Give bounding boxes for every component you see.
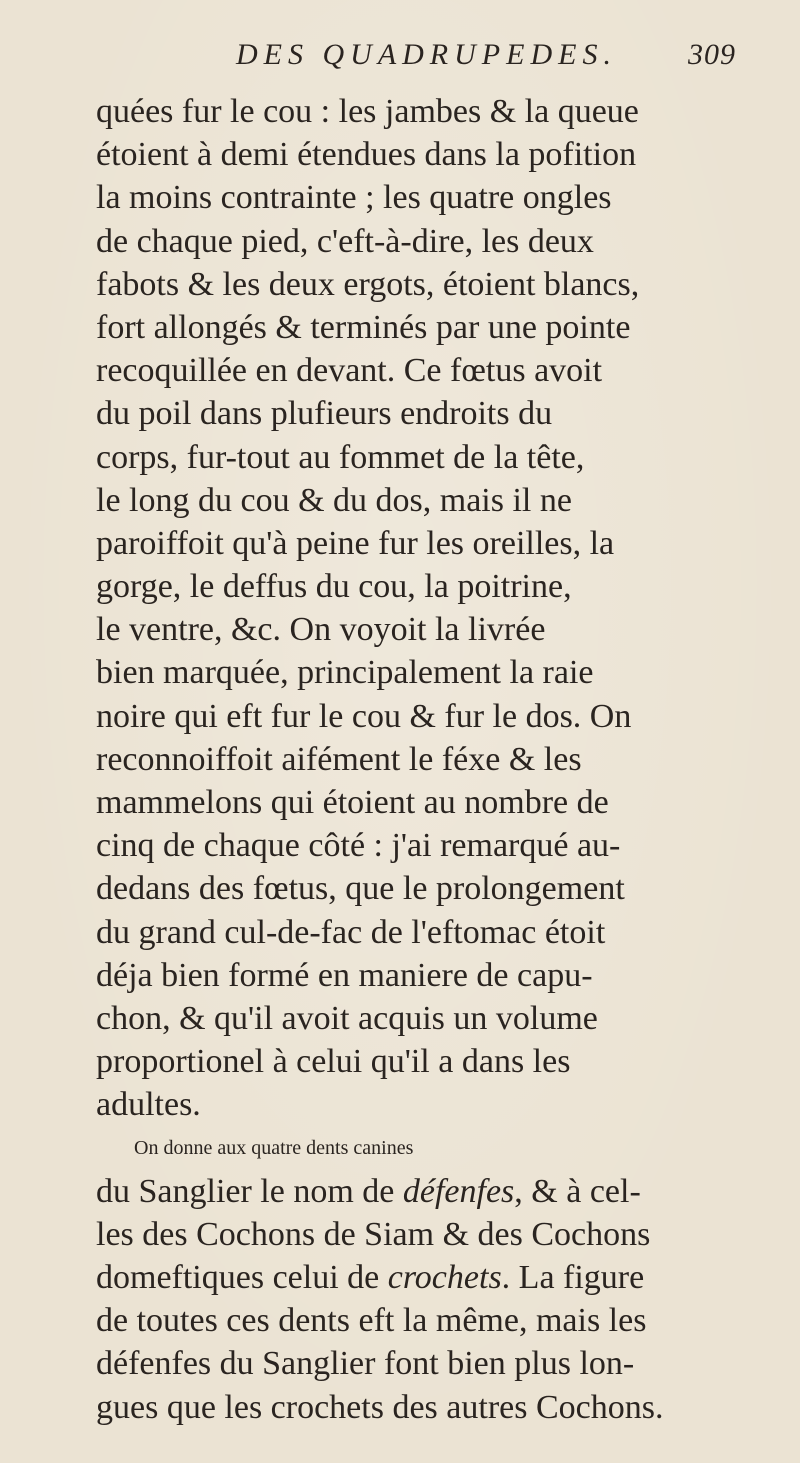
- text-line: bien marquée, principalement la raie: [96, 654, 594, 692]
- italic-term: crochets: [387, 1259, 502, 1297]
- text-line: chon, & qu'il avoit acquis un volume: [96, 999, 598, 1037]
- text-line: la moins contrainte ; les quatre ongles: [96, 179, 612, 217]
- text-line: [96, 1256, 746, 1299]
- text-line: le ventre, &c. On voyoit la livrée: [96, 611, 546, 649]
- text-run: . La figure: [501, 1259, 645, 1297]
- text-line: du poil dans plufieurs endroits du: [96, 395, 553, 433]
- text-line: recoquillée en devant. Ce fœtus avoit: [96, 352, 603, 390]
- text-line: cinq de chaque côté : j'ai remarqué au-: [96, 827, 621, 865]
- text-line: les des Cochons de Siam & des Cochons: [96, 1215, 651, 1253]
- text-line: du grand cul-de-fac de l'eftomac étoit: [96, 913, 606, 951]
- text-line: [96, 1170, 746, 1213]
- text-line: adultes.: [96, 1086, 201, 1124]
- body-text: [96, 90, 746, 1429]
- text-line: proportionel à celui qu'il a dans les: [96, 1043, 571, 1081]
- text-line: On donne aux quatre dents canines: [134, 1136, 414, 1159]
- text-line: reconnoiffoit aifément le féxe & les: [96, 740, 582, 778]
- text-run: , & à cel-: [514, 1172, 641, 1210]
- italic-term: défenfes: [402, 1172, 515, 1210]
- text-line: corps, fur-tout au fommet de la tête,: [96, 438, 585, 476]
- text-line: défenfes du Sanglier font bien plus lon-: [96, 1345, 635, 1383]
- text-line: étoient à demi étendues dans la pofition: [96, 136, 637, 174]
- text-run: du Sanglier le nom de: [96, 1172, 403, 1210]
- text-line: paroiffoit qu'à peine fur les oreilles, la: [96, 524, 615, 562]
- text-line: mammelons qui étoient au nombre de: [96, 784, 609, 821]
- text-line: dedans des fœtus, que le prolongement: [96, 870, 625, 908]
- page-number: 309: [688, 38, 736, 71]
- text-line: quées fur le cou : les jambes & la queue: [96, 93, 639, 130]
- text-line: gues que les crochets des autres Cochons.: [96, 1388, 664, 1426]
- running-title: DES QUADRUPEDES.: [236, 38, 617, 71]
- text-line: fort allongés & terminés par une pointe: [96, 308, 631, 346]
- running-head: [236, 38, 736, 78]
- text-line: de toutes ces dents eft la même, mais les: [96, 1302, 647, 1340]
- text-line: gorge, le deffus du cou, la poitrine,: [96, 568, 572, 606]
- text-line: de chaque pied, c'eft-à-dire, les deux: [96, 222, 594, 260]
- text-line: noire qui eft fur le cou & fur le dos. On: [96, 697, 632, 735]
- text-run: domeftiques celui de: [96, 1259, 388, 1297]
- text-line: fabots & les deux ergots, étoient blancs,: [96, 265, 640, 303]
- text-line: le long du cou & du dos, mais il ne: [96, 481, 572, 519]
- text-line: déja bien formé en maniere de capu-: [96, 956, 593, 994]
